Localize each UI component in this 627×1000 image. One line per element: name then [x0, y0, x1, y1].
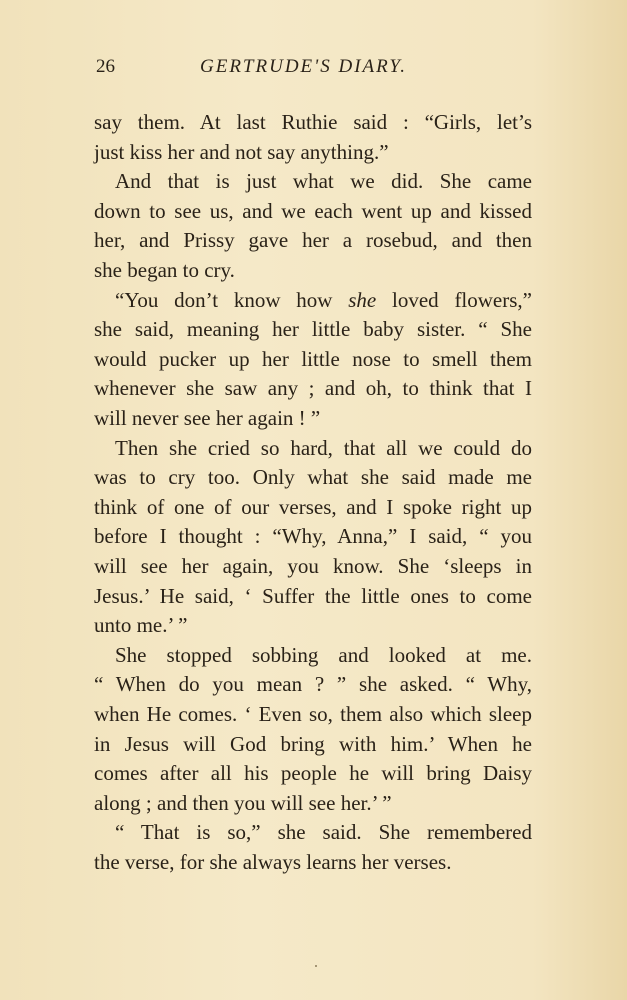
italic-text: she [348, 287, 377, 312]
text-segment: “ When do you mean ? ” she asked. “ Why, [94, 672, 532, 697]
text-line [94, 670, 532, 698]
text-line [115, 167, 532, 195]
text-line [94, 463, 532, 491]
text-segment: would pucker up her little nose to smell them [94, 346, 532, 371]
text-line [94, 611, 532, 639]
text-line [115, 818, 532, 846]
text-line [94, 700, 532, 728]
page-number: 26 [96, 56, 115, 77]
text-line [115, 434, 532, 462]
text-line [94, 197, 532, 225]
running-title: GERTRUDE'S DIARY. [200, 56, 407, 77]
text-segment: whenever she saw any ; and oh, to think that I [94, 376, 532, 401]
text-segment: she said, meaning her little baby sister. “ She [94, 317, 532, 342]
text-segment: She stopped sobbing and looked at me. [115, 642, 532, 667]
text-segment: think of one of our verses, and I spoke right up [94, 494, 532, 519]
text-segment: was to cry too. Only what she said made me [94, 465, 532, 490]
text-line [94, 493, 532, 521]
text-segment: in Jesus will God bring with him.’ When he [94, 731, 532, 756]
text-segment: when He comes. ‘ Even so, them also which sleep [94, 702, 532, 726]
text-segment: will never see her again ! ” [94, 406, 321, 430]
text-segment: Jesus.’ He said, ‘ Suffer the little ones to come [94, 583, 532, 608]
paper-speck [315, 965, 317, 967]
text-line [94, 138, 532, 166]
text-line [94, 404, 532, 432]
text-segment: along ; and then you will see her.’ ” [94, 790, 392, 815]
text-line [94, 374, 532, 402]
text-line [94, 789, 532, 817]
text-segment: her, and Prissy gave her a rosebud, and then [94, 228, 532, 253]
text-line [94, 108, 532, 136]
text-line [94, 226, 532, 254]
text-line [94, 256, 532, 284]
text-line [94, 552, 532, 580]
text-segment: say them. At last Ruthie said : “Girls, let’s [94, 110, 532, 134]
text-line [115, 641, 532, 669]
text-segment: comes after all his people he will bring Daisy [94, 761, 532, 786]
text-segment: she began to cry. [94, 258, 235, 282]
text-segment: down to see us, and we each went up and kissed [94, 198, 532, 223]
text-segment: just kiss her and not say anything.” [94, 139, 389, 164]
text-line [94, 759, 532, 787]
text-segment: the verse, for she always learns her verses. [94, 850, 452, 874]
text-line [94, 730, 532, 758]
text-segment: “ That is so,” she said. She remembered [115, 820, 532, 845]
text-line [115, 286, 532, 314]
text-line [94, 848, 532, 876]
text-segment: loved flowers,” [376, 287, 532, 312]
text-line [94, 522, 532, 550]
text-line [94, 315, 532, 343]
text-segment: will see her again, you know. She ‘sleeps in [94, 554, 532, 578]
text-segment: unto me.’ ” [94, 613, 188, 638]
text-segment: Then she cried so hard, that all we could do [115, 435, 532, 460]
text-line [94, 345, 532, 373]
text-segment: before I thought : “Why, Anna,” I said, “ you [94, 524, 532, 549]
text-line [94, 582, 532, 610]
text-segment: “You don’t know how [115, 287, 349, 312]
text-segment: And that is just what we did. She came [115, 169, 532, 194]
